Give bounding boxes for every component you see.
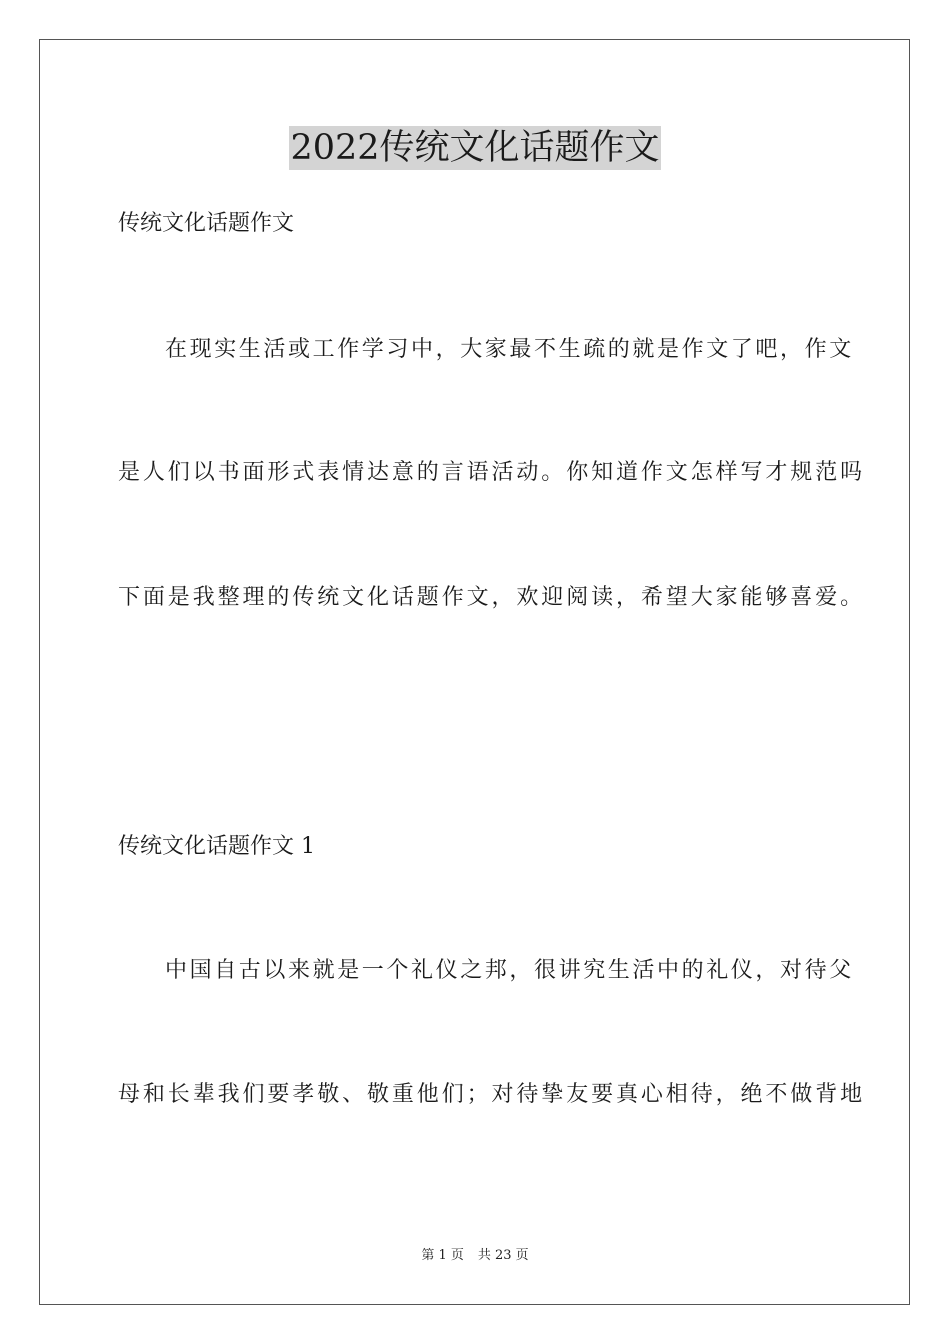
intro-line-3: 下面是我整理的传统文化话题作文，欢迎阅读，希望大家能够喜爱。 (118, 585, 866, 610)
intro-line-1: 在现实生活或工作学习中，大家最不生疏的就是作文了吧，作文 (165, 337, 854, 362)
document-title-text: 2022传统文化话题作文 (290, 128, 660, 168)
page-footer (0, 1247, 950, 1265)
document-title (0, 126, 950, 170)
page-total: 共 23 页 (477, 1248, 529, 1263)
intro-line-2: 是人们以书面形式表情达意的言语活动。你知道作文怎样写才规范吗 (118, 460, 866, 485)
subtitle-line: 传统文化话题作文 (118, 211, 295, 236)
page-number: 第 1 页 (421, 1248, 464, 1263)
essay-line-2: 母和长辈我们要孝敬、敬重他们；对待挚友要真心相待，绝不做背地 (118, 1082, 866, 1107)
essay-line-1: 中国自古以来就是一个礼仪之邦，很讲究生活中的礼仪，对待父 (165, 958, 854, 983)
section-heading: 传统文化话题作文 1 (118, 834, 315, 859)
